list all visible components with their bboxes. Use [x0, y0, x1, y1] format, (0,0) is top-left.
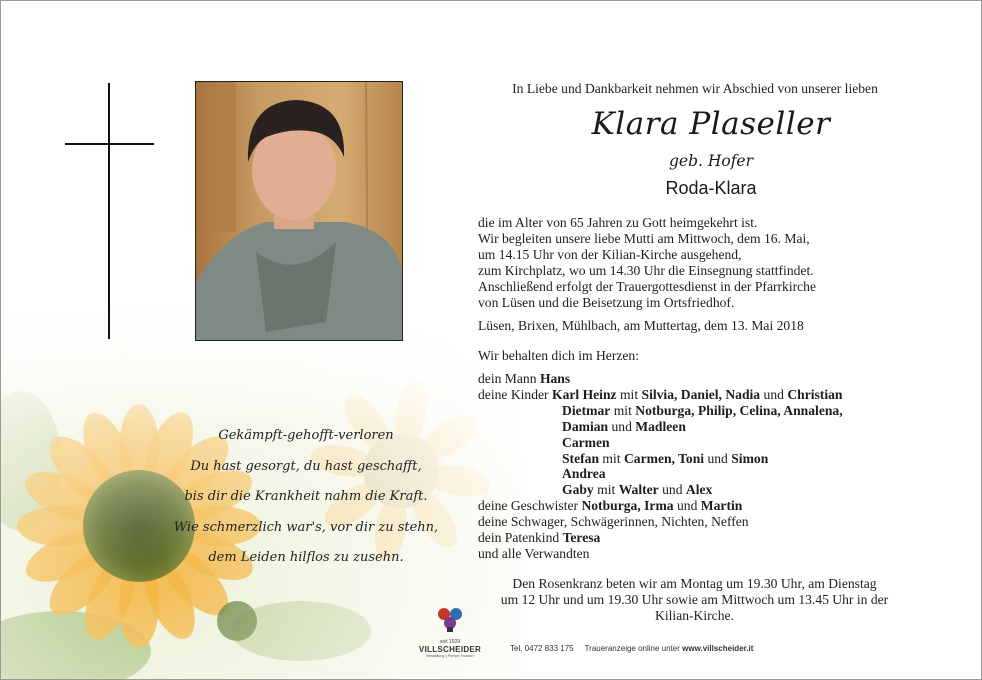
rosary-line: Den Rosenkranz beten wir am Montag um 19.30 Uhr, am Dienstag: [512, 576, 877, 591]
family-line: Dietmar mit Notburga, Philip, Celina, Annalena,: [562, 402, 843, 418]
bio-line: Wir begleiten unsere liebe Mutti am Mittwoch, dem 16. Mai,: [478, 230, 810, 246]
family-line: Gaby mit Walter und Alex: [562, 482, 713, 498]
family-line: Damian und Madleen: [562, 418, 686, 434]
family-line: deine Schwager, Schwägerinnen, Nichten, Neffen: [478, 514, 749, 530]
bio-line: von Lüsen und die Beisetzung im Ortsfriedhof.: [478, 294, 735, 310]
poem: [161, 421, 451, 574]
remember-text: Wir behalten dich im Herzen:: [478, 348, 640, 363]
logo-subtitle: Bestattung | Pompe Funebri: [426, 654, 474, 658]
cross-icon: [108, 83, 110, 339]
nickname: Roda-Klara: [665, 178, 757, 198]
logo-since: seit 1929: [439, 639, 461, 645]
bio-text: [478, 215, 816, 310]
logo-emblem-icon: [435, 605, 465, 633]
bio-line: zum Kirchplatz, wo um 14.30 Uhr die Einsegnung stattfindet.: [478, 262, 814, 278]
poem-line: Gekämpft-gehofft-verloren: [218, 428, 394, 443]
rosary-line: um 12 Uhr und um 19.30 Uhr sowie am Mittwoch um 13.45 Uhr in der: [500, 591, 889, 607]
family-line: dein Patenkind Teresa: [478, 530, 601, 546]
footer: [510, 644, 753, 653]
footer-online-label: Traueranzeige online unter: [584, 644, 680, 653]
family-list: [478, 371, 843, 562]
family-line: dein Mann Hans: [478, 371, 571, 386]
intro-text: In Liebe und Dankbarkeit nehmen wir Abschied von unserer lieben: [512, 81, 878, 96]
rosary-text: [477, 576, 912, 624]
family-line: Andrea: [562, 466, 606, 482]
rosary-line: Kilian-Kirche.: [655, 607, 734, 623]
poem-line: dem Leiden hilflos zu zusehn.: [208, 550, 404, 565]
family-line: und alle Verwandten: [478, 545, 590, 561]
bio-line: die im Alter von 65 Jahren zu Gott heimgekehrt ist.: [478, 215, 758, 230]
birth-name: geb. Hofer: [668, 152, 754, 170]
poem-line: Wie schmerzlich war's, vor dir zu stehn,: [173, 519, 439, 535]
place-date: Lüsen, Brixen, Mühlbach, am Muttertag, dem 13. Mai 2018: [478, 318, 804, 333]
family-line: Stefan mit Carmen, Toni und Simon: [562, 450, 769, 466]
family-line: deine Geschwister Notburga, Irma und Martin: [478, 498, 743, 514]
bio-line: um 14.15 Uhr von der Kilian-Kirche ausgehend,: [478, 246, 742, 262]
footer-url[interactable]: www.villscheider.it: [682, 644, 754, 653]
portrait-photo: [195, 81, 403, 341]
funeral-home-logo: [413, 605, 487, 658]
cross-icon-bar: [65, 143, 154, 145]
bio-line: Anschließend erfolgt der Trauergottesdienst in der Pfarrkirche: [478, 278, 816, 294]
footer-phone: Tel. 0472 833 175: [510, 644, 574, 653]
poem-line: bis dir die Krankheit nahm die Kraft.: [184, 489, 428, 504]
family-line: deine Kinder Karl Heinz mit Silvia, Daniel, Nadia und Christian: [478, 386, 843, 402]
logo-name: VILLSCHEIDER: [418, 645, 482, 654]
family-line: Carmen: [562, 434, 610, 450]
poem-line: Du hast gesorgt, du hast geschafft,: [190, 458, 422, 474]
deceased-name: Klara Plaseller: [591, 106, 831, 142]
